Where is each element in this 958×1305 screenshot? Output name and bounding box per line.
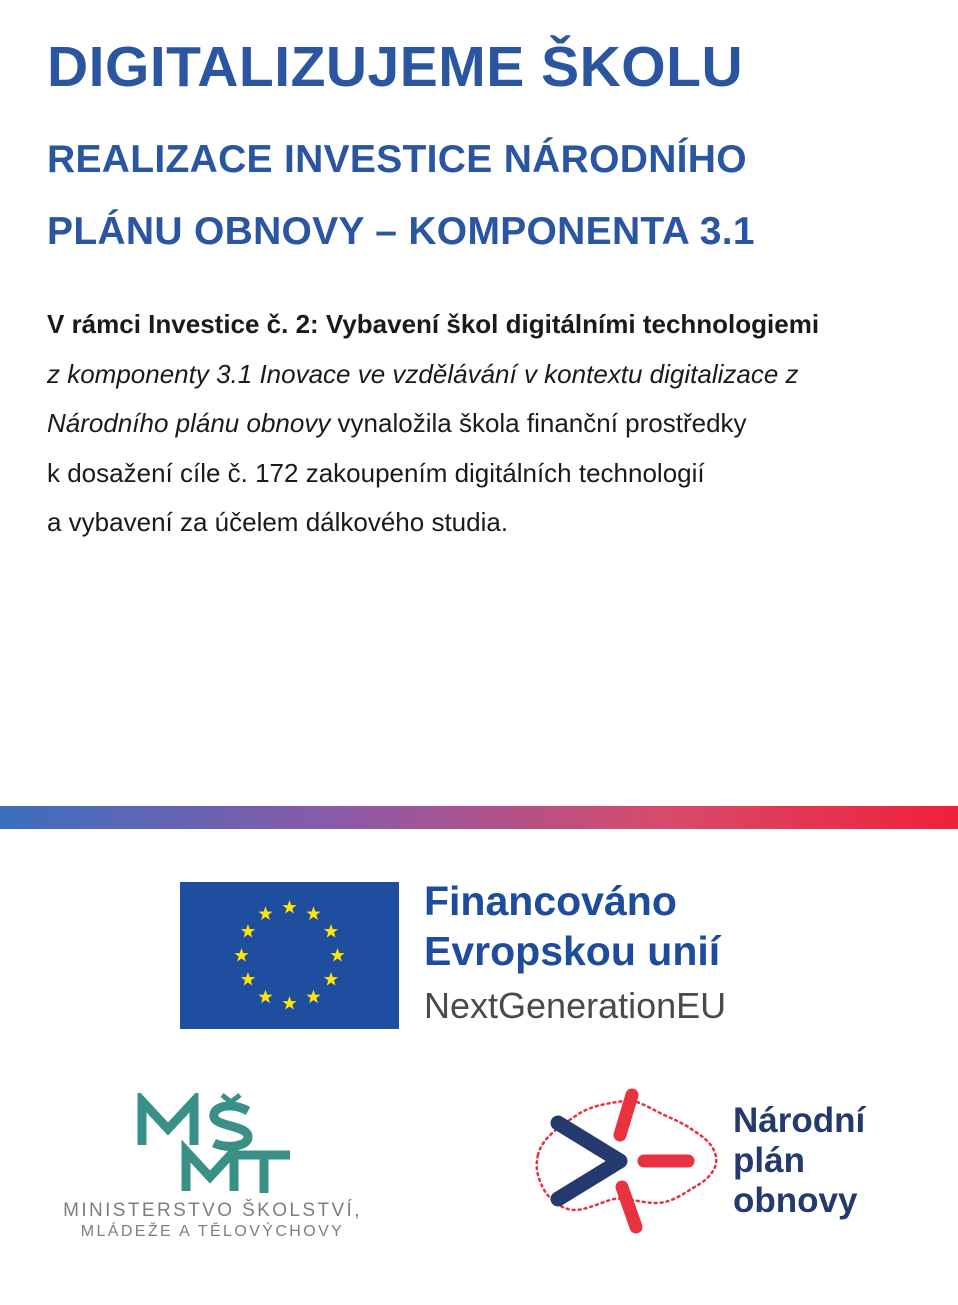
gradient-divider bbox=[0, 806, 958, 829]
page-title: DIGITALIZUJEME ŠKOLU bbox=[47, 35, 744, 99]
msmt-line-2: MLÁDEŽE A TĚLOVÝCHOVY bbox=[80, 1223, 345, 1240]
body-line-3-rest: vynaložila škola finanční prostředky bbox=[330, 408, 747, 438]
body-line-3 bbox=[47, 399, 937, 449]
npo-line-2: plán bbox=[733, 1141, 805, 1180]
subtitle-line-1: REALIZACE INVESTICE NÁRODNÍHO bbox=[47, 138, 747, 181]
npo-line-1: Národní bbox=[733, 1101, 866, 1140]
eu-flag-icon bbox=[180, 882, 399, 1029]
subtitle-line-2: PLÁNU OBNOVY – KOMPONENTA 3.1 bbox=[47, 210, 755, 253]
body-line-5: a vybavení za účelem dálkového studia. bbox=[47, 507, 509, 537]
body-line-2: z komponenty 3.1 Inovace ve vzdělávání v kontextu digitalizace z bbox=[47, 358, 799, 389]
eu-funding-text bbox=[424, 876, 726, 1030]
msmt-line-1: MINISTERSTVO ŠKOLSTVÍ, bbox=[63, 1200, 362, 1221]
body-paragraph bbox=[47, 300, 937, 548]
eu-text-line-3: NextGenerationEU bbox=[424, 985, 727, 1026]
eu-text-line-1: Financováno bbox=[424, 878, 677, 924]
body-line-4: k dosažení cíle č. 172 zakoupením digitálních technologií bbox=[47, 457, 705, 488]
npo-name bbox=[733, 1101, 865, 1221]
npo-line-3: obnovy bbox=[733, 1181, 858, 1220]
body-line-3-italic: Národního plánu obnovy bbox=[47, 408, 331, 438]
eu-text-line-2: Evropskou unií bbox=[424, 928, 721, 974]
body-bold-line: V rámci Investice č. 2: Vybavení škol digitálními technologiemi bbox=[47, 309, 820, 339]
msmt-logo-icon bbox=[130, 1093, 300, 1195]
npo-logo-icon bbox=[532, 1085, 720, 1240]
msmt-name bbox=[60, 1200, 365, 1241]
